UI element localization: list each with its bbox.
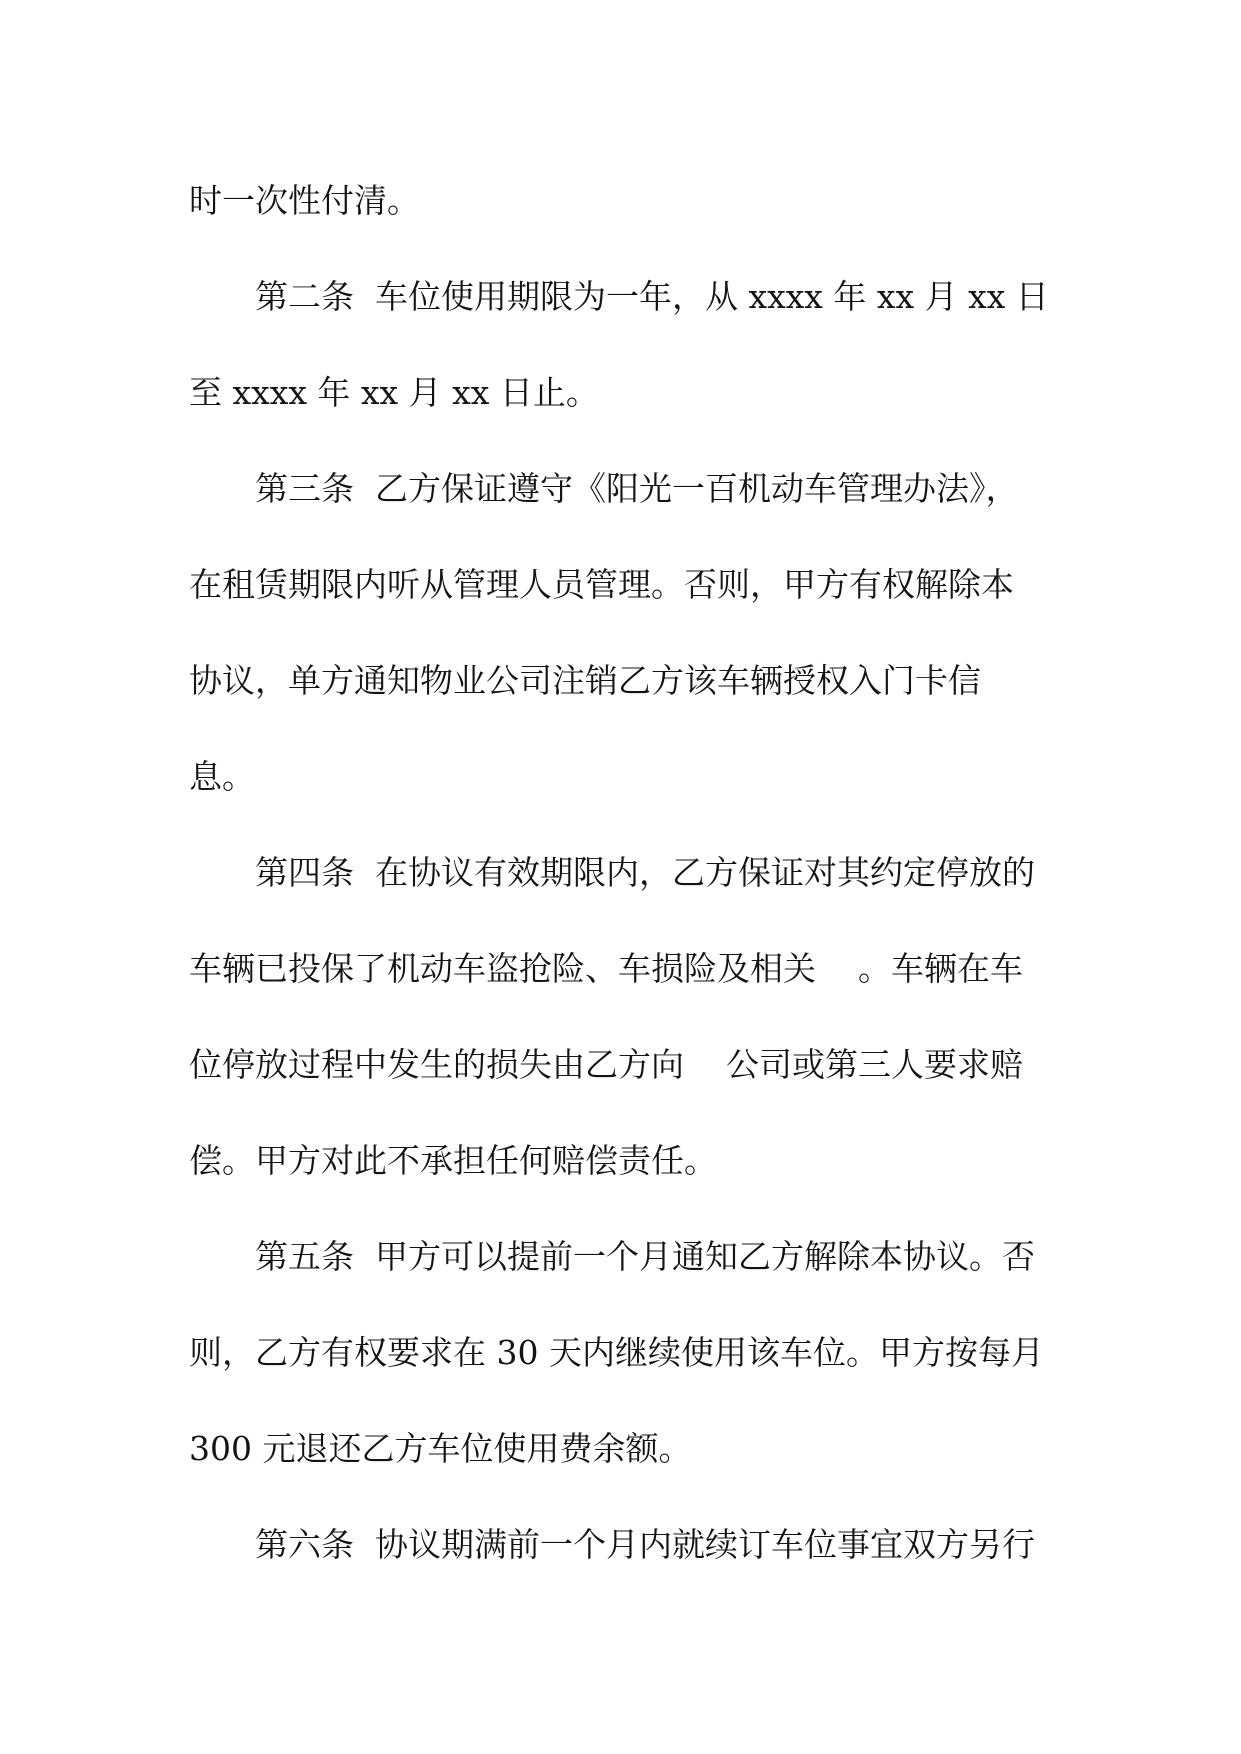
clause-4-line-2: 车辆已投保了机动车盗抢险、车损险及相关 。车辆在车 bbox=[189, 949, 1023, 988]
clause-4-line-4: 偿。甲方对此不承担任何赔偿责任。 bbox=[189, 1141, 717, 1180]
clause-4-line-1: 第四条 在协议有效期限内，乙方保证对其约定停放的 bbox=[255, 853, 1035, 892]
clause-5-line-1: 第五条 甲方可以提前一个月通知乙方解除本协议。否 bbox=[255, 1237, 1035, 1276]
clause-6-line-1: 第六条 协议期满前一个月内就续订车位事宜双方另行 bbox=[255, 1525, 1035, 1564]
clause-3-line-2: 在租赁期限内听从管理人员管理。否则，甲方有权解除本 bbox=[189, 565, 1014, 604]
clause-3-line-1: 第三条 乙方保证遵守《阳光一百机动车管理办法》， bbox=[255, 469, 1019, 508]
text-line-1: 时一次性付清。 bbox=[189, 181, 420, 220]
clause-4-line-3: 位停放过程中发生的损失由乙方向 公司或第三人要求赔 bbox=[189, 1045, 1023, 1084]
clause-3-line-3: 协议，单方通知物业公司注销乙方该车辆授权入门卡信 bbox=[189, 661, 981, 700]
clause-5-line-2: 则，乙方有权要求在 30 天内继续使用该车位。甲方按每月 bbox=[189, 1333, 1044, 1372]
clause-2-line-1: 第二条 车位使用期限为一年，从 xxxx 年 xx 月 xx 日 bbox=[255, 277, 1049, 316]
clause-2-line-2: 至 xxxx 年 xx 月 xx 日止。 bbox=[189, 373, 599, 412]
clause-3-line-4: 息。 bbox=[189, 757, 255, 796]
clause-5-line-3: 300 元退还乙方车位使用费余额。 bbox=[189, 1429, 692, 1468]
